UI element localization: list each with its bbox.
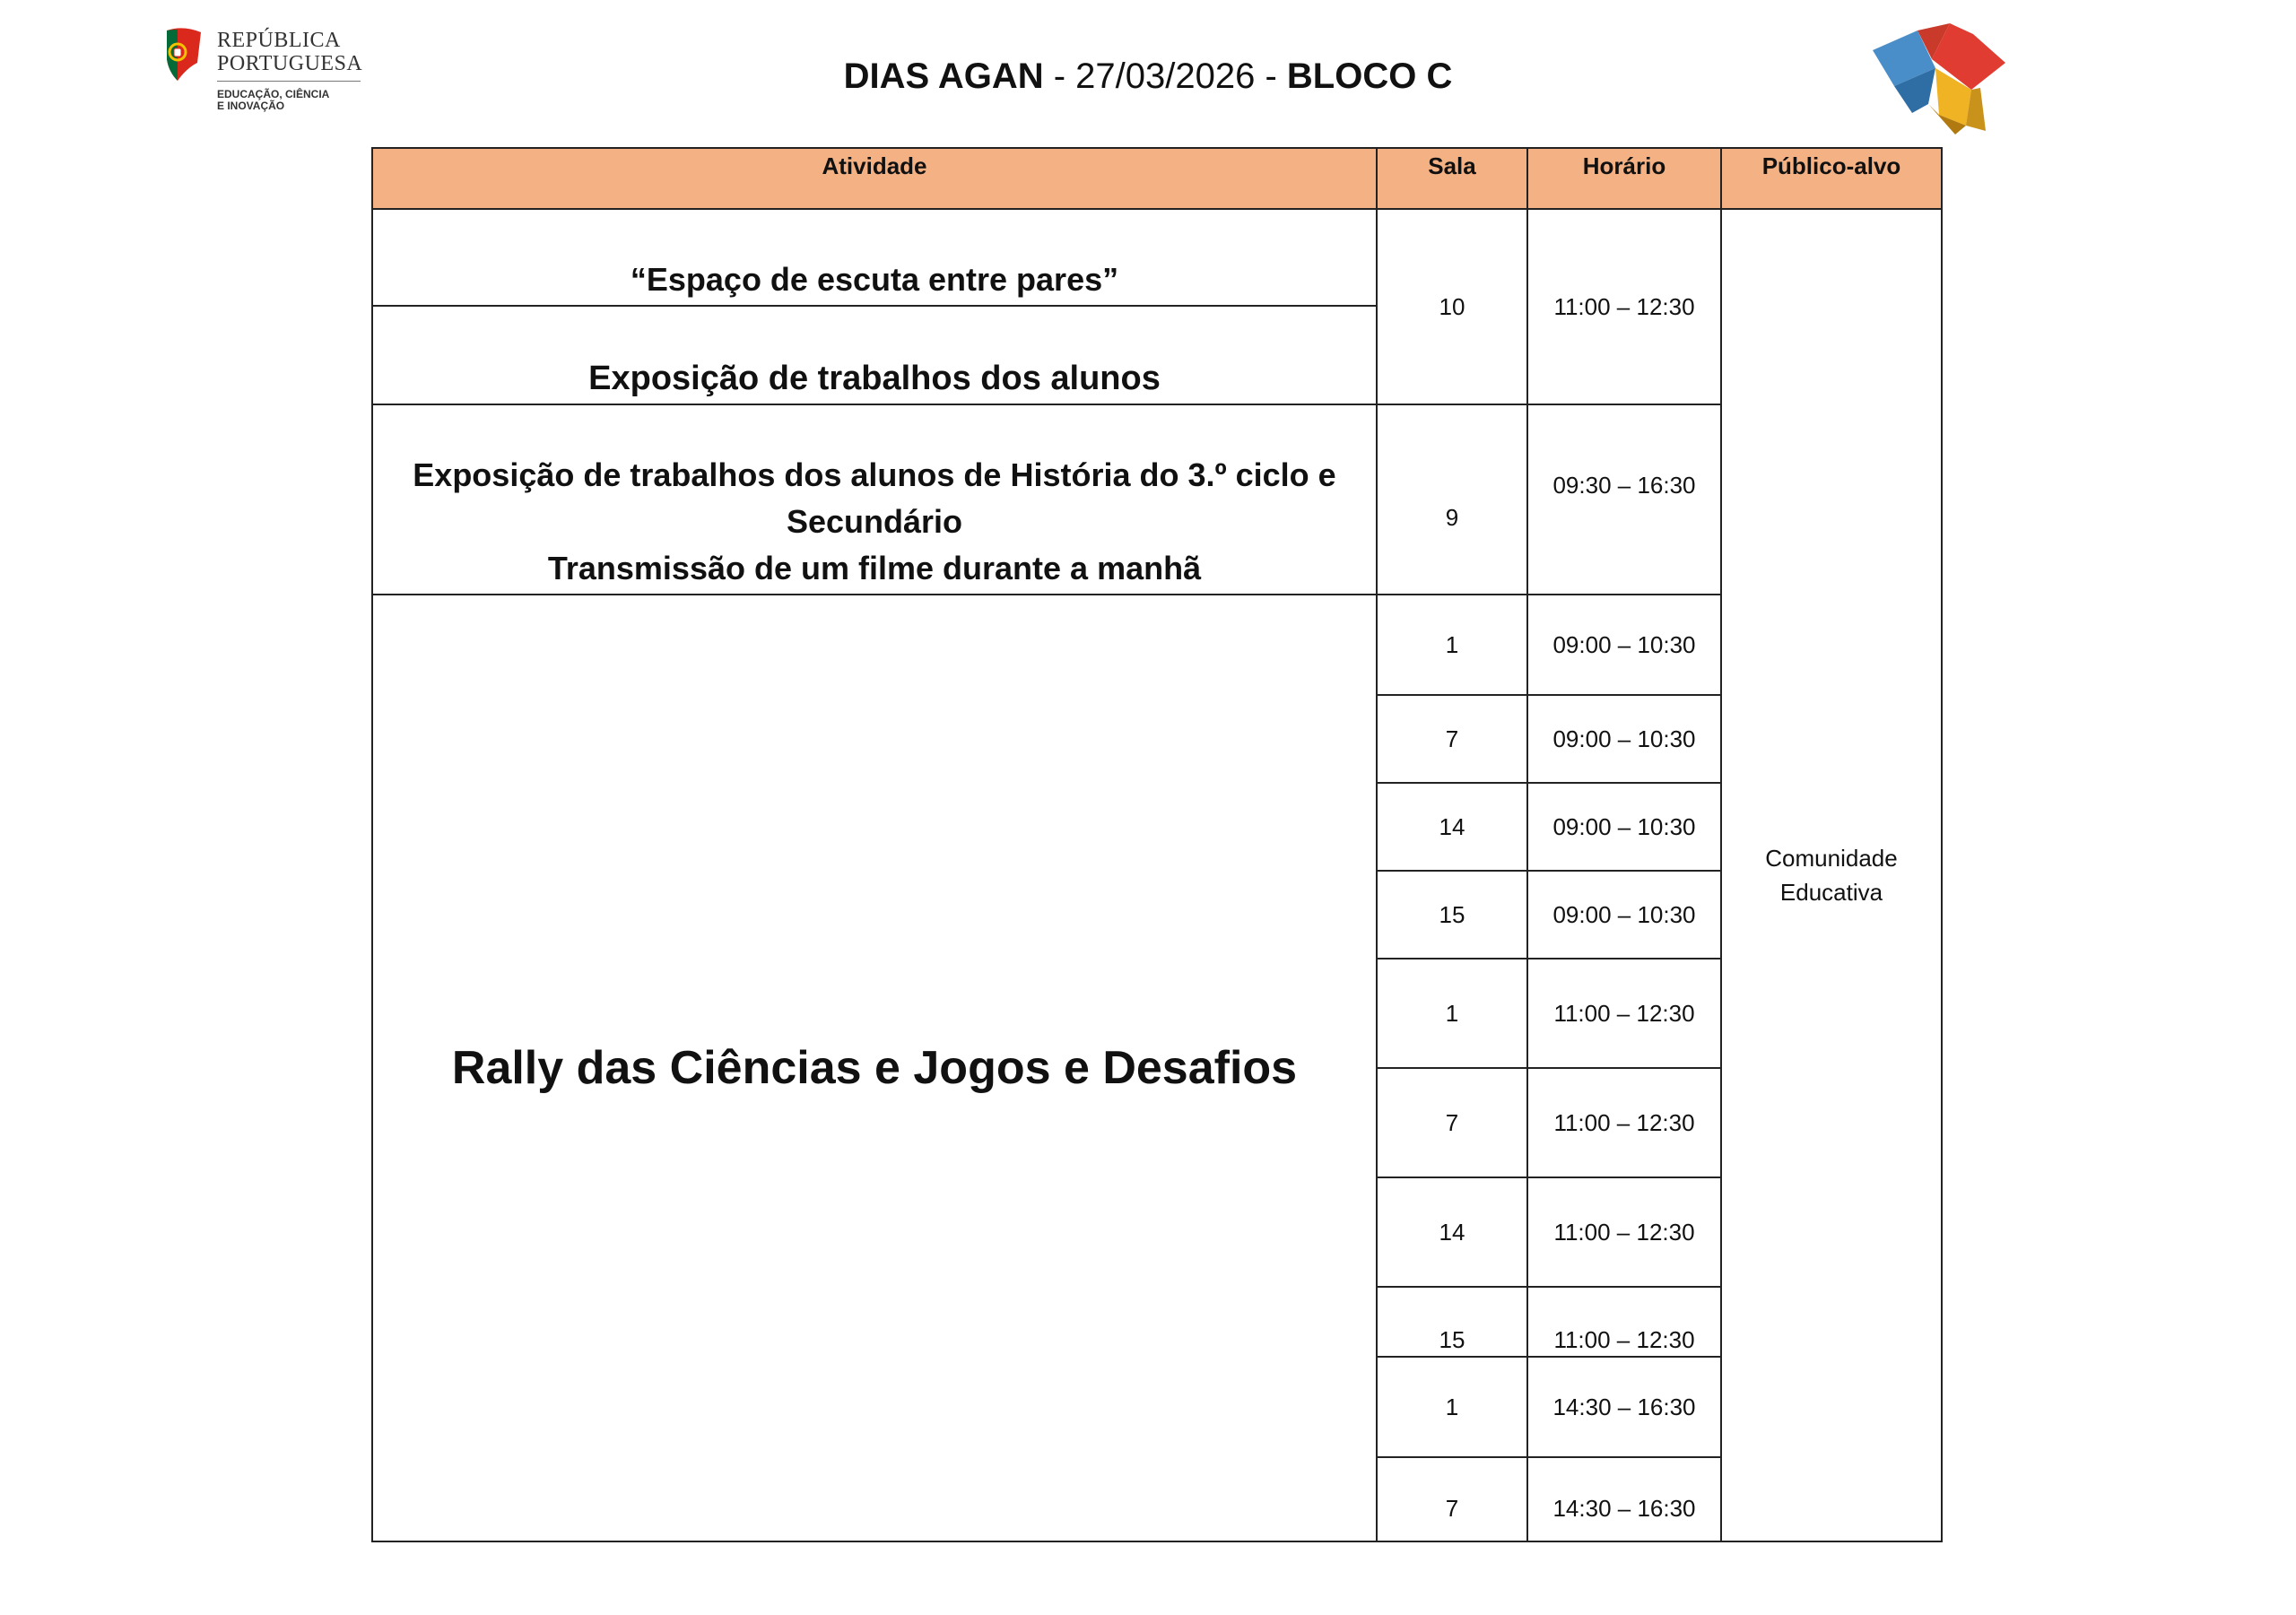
activity-exposicao-trabalhos: Exposição de trabalhos dos alunos: [372, 306, 1377, 404]
logo-line1: REPÚBLICA: [217, 29, 341, 52]
activity-espaco-escuta: “Espaço de escuta entre pares”: [372, 209, 1377, 306]
title-block: BLOCO C: [1286, 56, 1453, 96]
activity-historia-line1: Exposição de trabalhos dos alunos de História do 3.º ciclo e: [413, 456, 1336, 493]
header-publico-alvo: Público-alvo: [1721, 148, 1942, 209]
sala-cell: 15: [1377, 871, 1527, 959]
horario-cell: 14:30 – 16:30: [1527, 1457, 1721, 1541]
horario-cell: 11:00 – 12:30: [1527, 1177, 1721, 1287]
sala-cell: 7: [1377, 1457, 1527, 1541]
sala-cell: 14: [1377, 1177, 1527, 1287]
horario-cell: 09:00 – 10:30: [1527, 595, 1721, 695]
sala-cell: 1: [1377, 595, 1527, 695]
horario-cell: 09:00 – 10:30: [1527, 783, 1721, 871]
activity-rally-ciencias: Rally das Ciências e Jogos e Desafios: [372, 595, 1377, 1541]
sala-cell: 10: [1377, 209, 1527, 404]
horario-cell: 11:00 – 12:30: [1527, 1068, 1721, 1177]
activity-transmissao-filme: Transmissão de um filme durante a manhã: [547, 550, 1202, 586]
title-event: DIAS AGAN: [843, 56, 1044, 96]
table-row: [372, 595, 1942, 695]
horario-cell: 09:00 – 10:30: [1527, 695, 1721, 783]
header-atividade: Atividade: [372, 148, 1377, 209]
sala-cell: 7: [1377, 695, 1527, 783]
activity-historia-line2: Secundário: [786, 503, 963, 540]
table-row: [372, 404, 1942, 595]
horario-cell: 11:00 – 12:30: [1527, 209, 1721, 404]
activity-exposicao-historia: [372, 404, 1377, 595]
horario-cell: 14:30 – 16:30: [1527, 1357, 1721, 1457]
horario-cell: 09:00 – 10:30: [1527, 871, 1721, 959]
sala-cell: 7: [1377, 1068, 1527, 1177]
header-sala: Sala: [1377, 148, 1527, 209]
title-date: 27/03/2026: [1075, 56, 1256, 96]
horario-cell: 11:00 – 12:30: [1527, 1287, 1721, 1357]
schedule-table: [371, 147, 1943, 1542]
sala-cell: 1: [1377, 1357, 1527, 1457]
sala-cell: 9: [1377, 404, 1527, 595]
sala-cell: 15: [1377, 1287, 1527, 1357]
table-row: [372, 209, 1942, 306]
audience-line2: Educativa: [1779, 879, 1883, 906]
logo-subtitle-1: EDUCAÇÃO, CIÊNCIA: [217, 88, 330, 100]
title-separator-2: -: [1255, 56, 1287, 96]
logo-line2: PORTUGUESA: [217, 52, 363, 75]
horario-cell: 09:30 – 16:30: [1527, 404, 1721, 595]
table-header-row: [372, 148, 1942, 209]
header-horario: Horário: [1527, 148, 1721, 209]
audience-line1: Comunidade: [1765, 845, 1898, 872]
title-separator-1: -: [1043, 56, 1076, 96]
sala-cell: 1: [1377, 959, 1527, 1068]
sala-cell: 14: [1377, 783, 1527, 871]
audience-cell: [1721, 209, 1942, 1541]
horario-cell: 11:00 – 12:30: [1527, 959, 1721, 1068]
logo-subtitle-2: E INOVAÇÃO: [217, 100, 285, 112]
school-cube-logo-icon: [1873, 23, 2016, 140]
